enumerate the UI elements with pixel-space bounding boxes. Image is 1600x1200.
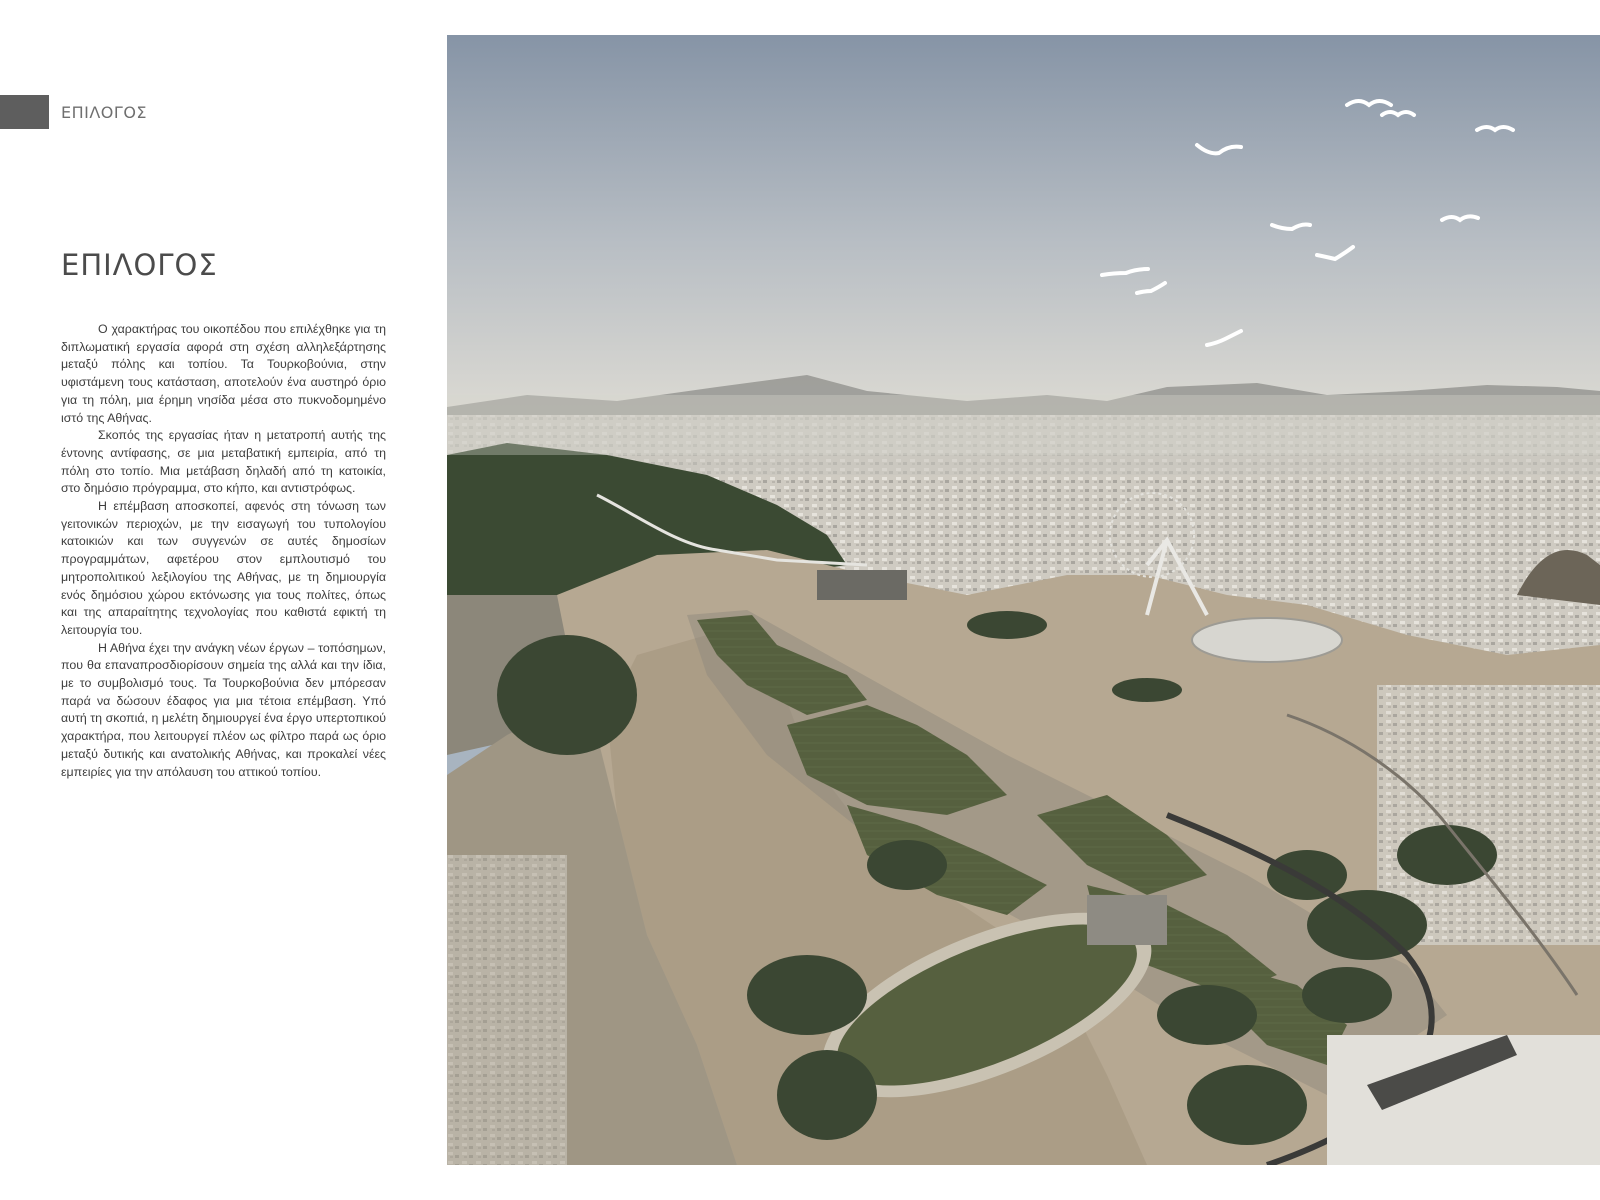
- section-label: ΕΠΙΛΟΓΟΣ: [61, 103, 148, 122]
- amphitheatre: [1087, 895, 1167, 945]
- ridge-building: [817, 570, 907, 600]
- aerial-render-illustration: [447, 35, 1600, 1165]
- paragraph: Σκοπός της εργασίας ήταν η μετατροπή αυτής της έντονης αντίφασης, σε μια μεταβατική εμπειρία, από τη πόλη στο τοπίο. Μια μετάβαση δηλαδή από τη κατοικία, στο δημόσιο πρόγραμμα, στο κήπο, και αντιστρόφως.: [61, 428, 386, 496]
- aerial-render-image: [447, 35, 1600, 1165]
- body-text: [61, 321, 386, 781]
- sky: [447, 35, 1600, 415]
- page-title: ΕΠΙΛΟΓΟΣ: [61, 248, 218, 282]
- western-neighbourhood: [447, 855, 567, 1165]
- paragraph: Ο χαρακτήρας του οικοπέδου που επιλέχθηκε για τη διπλωματική εργασία αφορά στη σχέση αλληλεξάρτησης μεταξύ πόλης και τοπίου. Τα Τουρκοβούνια, στην υφιστάμενη τους κατάσταση, αποτελούν ένα αυστηρό όριο για τη πόλη, μια έρημη νησίδα μέσα στο πυκνοδομημένο ιστό της Αθήνας.: [61, 322, 386, 425]
- paragraph: Η Αθήνα έχει την ανάγκη νέων έργων – τοπόσημων, που θα επαναπροσδιορίσουν σημεία της αλλά και την ίδια, με το συμβολισμό τους. Τα Τουρκοβούνια δεν μπόρεσαν παρά να δώσουν έδαφος για μια τέτοια επέμβαση. Υπό αυτή τη σκοπιά, η μελέτη δημιουργεί ένα έργο υπερτοπικού χαρακτήρα, που λειτουργεί πλέον ως φίλτρο παρά ως όριο μεταξύ δυτικής και ανατολικής Αθήνας, και προκαλεί νέες εμπειρίες για την απόλαυση του αττικού τοπίου.: [61, 640, 386, 779]
- paragraph: Η επέμβαση αποσκοπεί, αφενός στη τόνωση των γειτονικών περιοχών, με την εισαγωγή του τυπολογίου κατοικιών και των συγγενών σε αυτές δημοσίων προγραμμάτων, αφετέρου στον εμπλουτισμό του μητροπολιτικού λεξιλογίου της Αθήνας, με τη δημιουργία ενός δημόσιου χώρου εκτόνωσης για τους πολίτες, όπως και της απαραίτητης τεχνολογίας που καθιστά εφικτή τη λειτουργία του.: [61, 499, 386, 637]
- section-tab-marker: [0, 95, 49, 129]
- observation-platform: [1192, 618, 1342, 662]
